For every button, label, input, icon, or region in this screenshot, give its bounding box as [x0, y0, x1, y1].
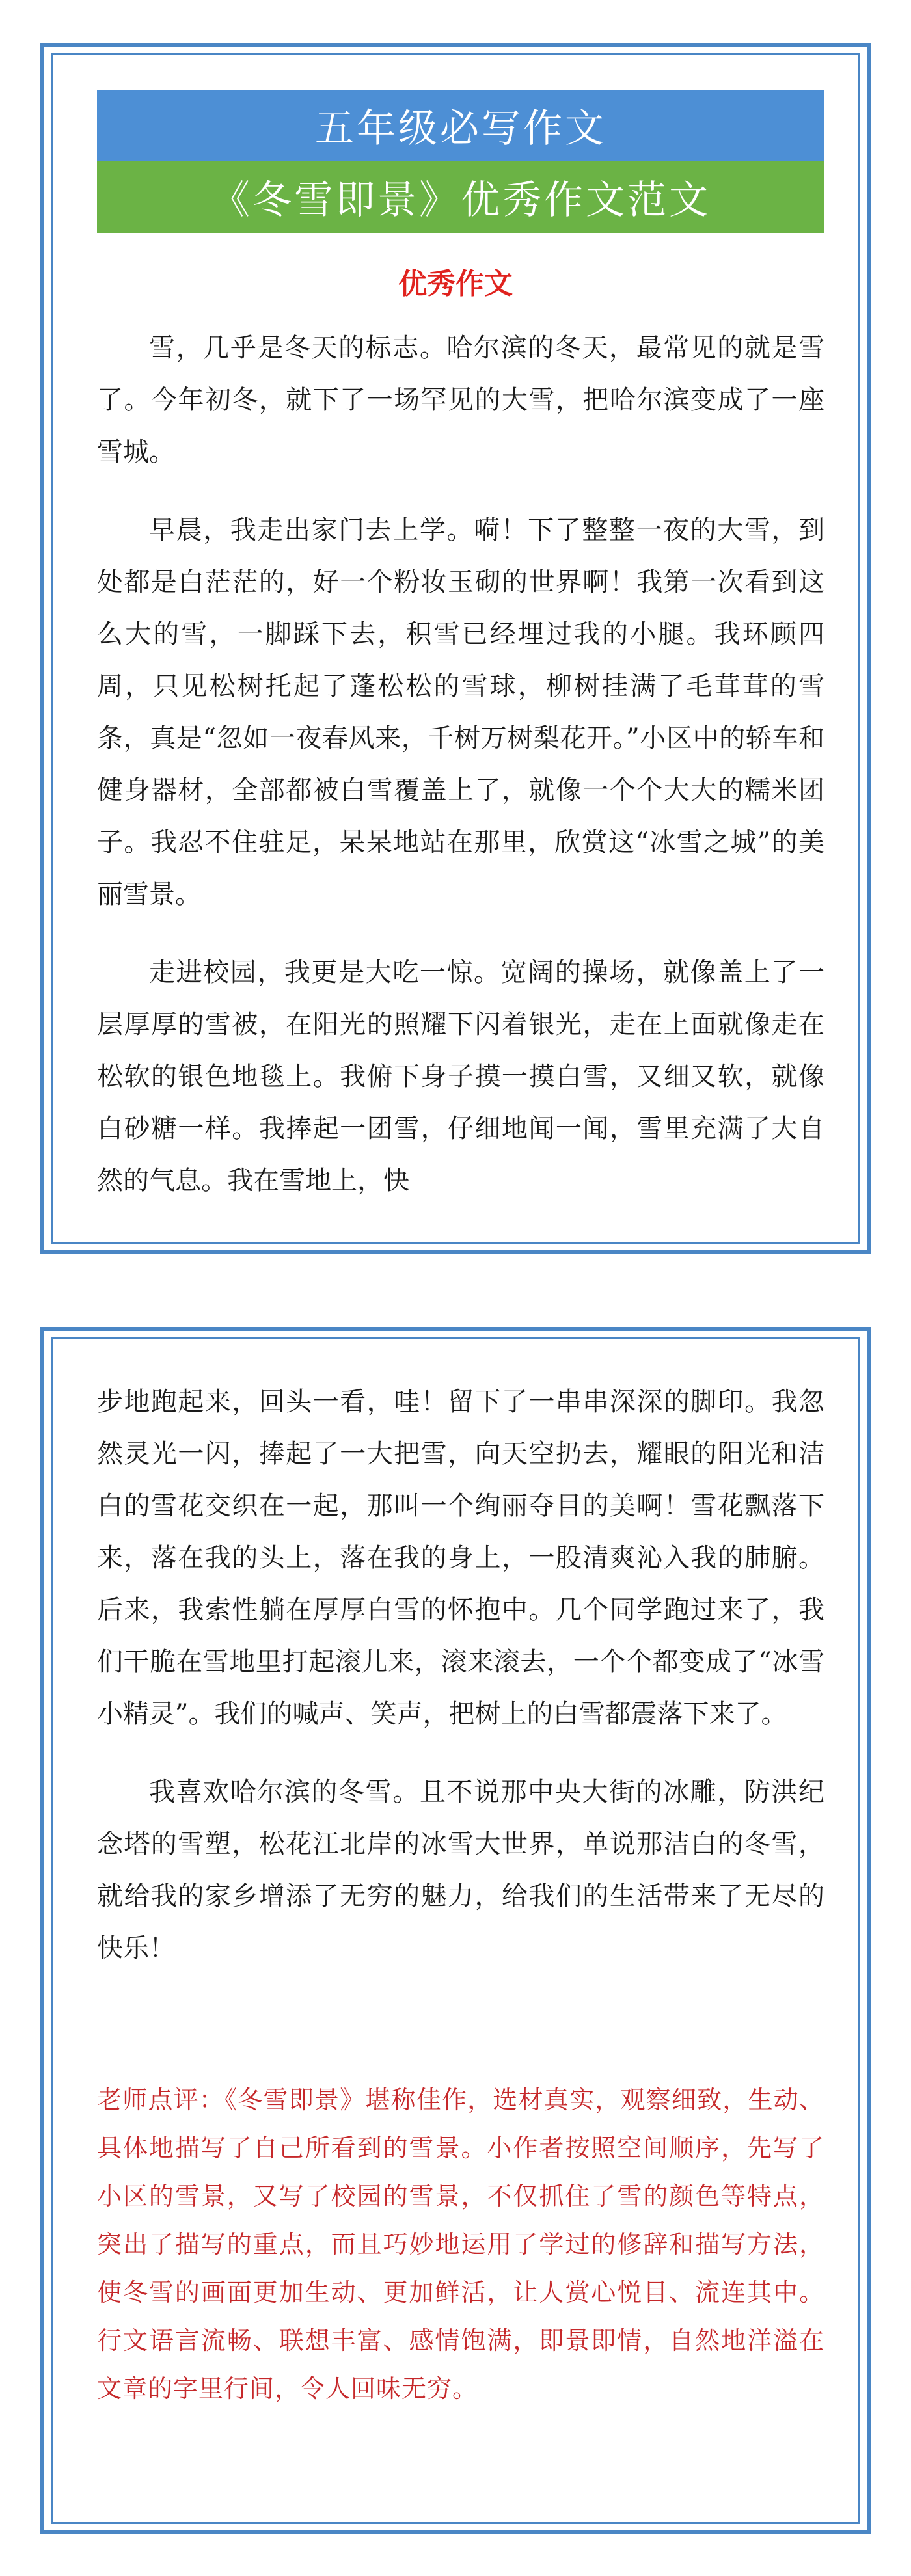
title-essay-text: 《冬雪即景》优秀作文范文 — [211, 178, 711, 223]
teacher-comment: 老师点评：《冬雪即景》堪称佳作，选材真实，观察细致，生动、具体地描写了自己所看到的雪景。小作者按照空间顺序，先写了小区的雪景，又写了校园的雪景，不仅抓住了雪的颜色等特点，突出了描写的重点，而且巧妙地运用了学过的修辞和描写方法，使冬雪的画面更加生动、更加鲜活，让人赏心悦目、流连其中。行文语言流畅、联想丰富、感情饱满，即景即情，自然地洋溢在文章的字里行间，令人回味无穷。 — [97, 2086, 824, 2403]
title-banner-essay — [97, 161, 824, 233]
title-grade-text: 五年级必写作文 — [315, 106, 606, 152]
section-heading: 优秀作文 — [398, 267, 513, 301]
page-card-1 — [40, 43, 871, 1254]
essay-body-part-1 — [97, 322, 824, 1233]
essay-paragraph: 雪，几乎是冬天的标志。哈尔滨的冬天，最常见的就是雪了。今年初冬，就下了一场罕见的大雪，把哈尔滨变成了一座雪城。 — [97, 333, 824, 467]
page-card-2 — [40, 1327, 871, 2534]
essay-paragraph-continued: 步地跑起来，回头一看，哇！留下了一串串深深的脚印。我忽然灵光一闪，捧起了一大把雪，向天空扔去，耀眼的阳光和洁白的雪花交织在一起，那叫一个绚丽夺目的美啊！雪花飘落下来，落在我的头上，落在我的身上，一股清爽沁入我的肺腑。后来，我索性躺在厚厚白雪的怀抱中。几个同学跑过来了，我们干脆在雪地里打起滚儿来，滚来滚去，一个个都变成了“冰雪小精灵”。我们的喊声、笑声，把树上的白雪都震落下来了。 — [97, 1387, 824, 1729]
page-card-2-inner-frame — [51, 1337, 860, 2524]
title-banner-grade — [97, 90, 824, 161]
essay-paragraph: 走进校园，我更是大吃一惊。宽阔的操场，就像盖上了一层厚厚的雪被，在阳光的照耀下闪着银光，走在上面就像走在松软的银色地毯上。我俯下身子摸一摸白雪，又细又软，就像白砂糖一样。我捧起一团雪，仔细地闻一闻，雪里充满了大自然的气息。我在雪地上，快 — [97, 958, 824, 1196]
essay-body-part-2 — [97, 1376, 824, 2000]
essay-paragraph: 我喜欢哈尔滨的冬雪。且不说那中央大街的冰雕，防洪纪念塔的雪塑，松花江北岸的冰雪大世界，单说那洁白的冬雪，就给我的家乡增添了无穷的魅力，给我们的生活带来了无尽的快乐！ — [97, 1777, 824, 1963]
essay-paragraph: 早晨，我走出家门去上学。嗬！下了整整一夜的大雪，到处都是白茫茫的，好一个粉妆玉砌的世界啊！我第一次看到这么大的雪，一脚踩下去，积雪已经埋过我的小腿。我环顾四周，只见松树托起了蓬松松的雪球，柳树挂满了毛茸茸的雪条，真是“忽如一夜春风来，千树万树梨花开。”小区中的轿车和健身器材，全部都被白雪覆盖上了，就像一个个大大的糯米团子。我忍不住驻足，呆呆地站在那里，欣赏这“冰雪之城”的美丽雪景。 — [97, 515, 824, 909]
page-card-1-inner-frame — [51, 53, 860, 1244]
